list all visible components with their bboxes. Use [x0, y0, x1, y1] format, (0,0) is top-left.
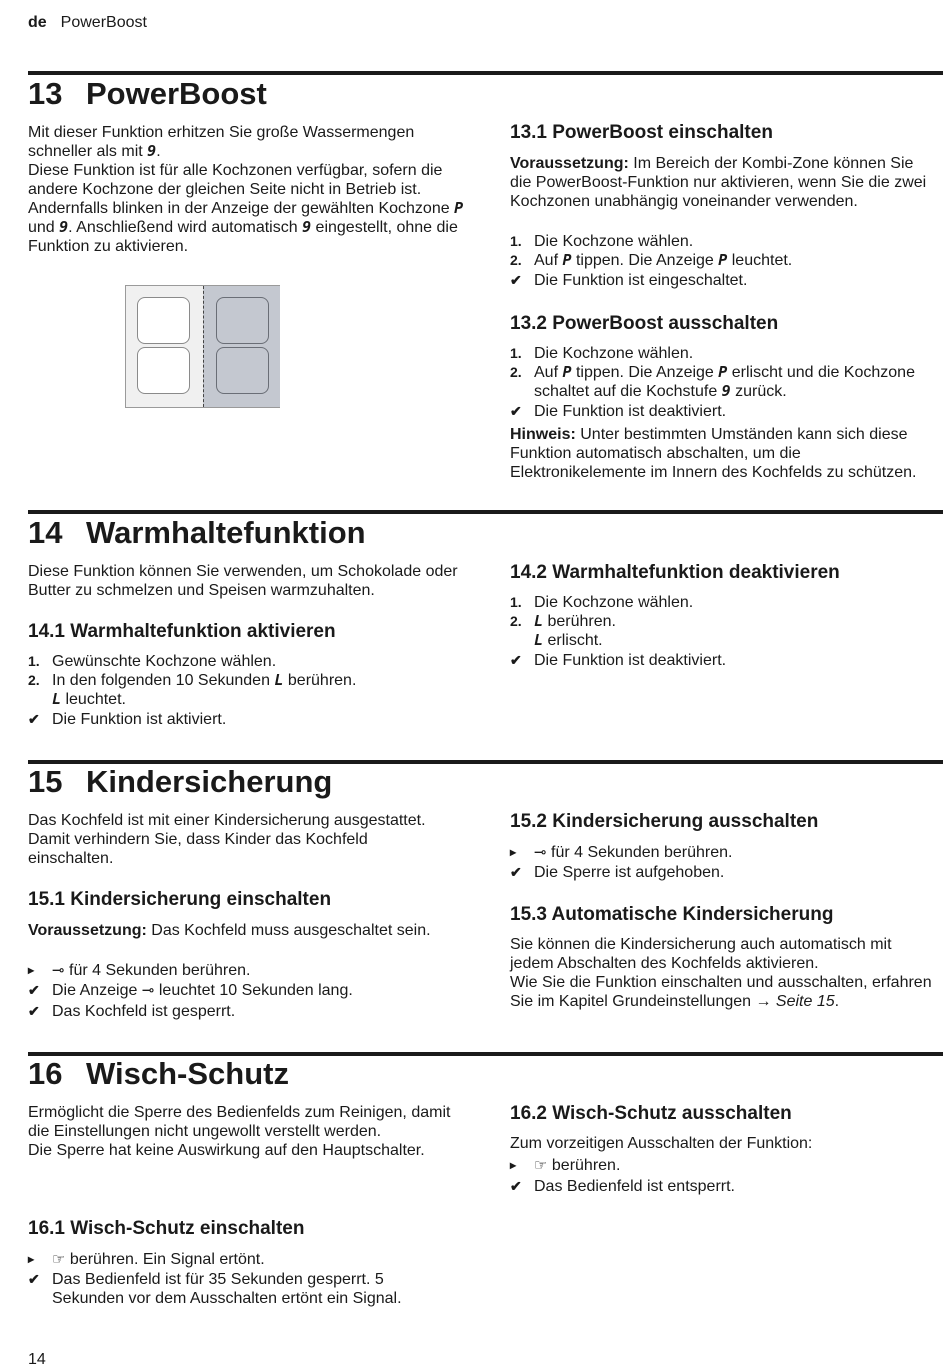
s13-intro-p3: Andernfalls blinken in der Anzeige der gewählten Kochzone P und 9. Anschließend wird automatisch 9 eingestellt, ohne die Funktion zu aktivieren.: [28, 199, 464, 255]
header-title: PowerBoost: [60, 14, 147, 31]
s15-intro: Das Kochfeld ist mit einer Kindersicherung ausgestattet. Damit verhindern Sie, dass Kinder das Kochfeld einschalten.: [28, 812, 426, 867]
section-15-heading: 15 Kindersicherung: [28, 764, 333, 799]
s15-3-text: Sie können die Kindersicherung auch automatisch mit jedem Abschalten des Kochfelds aktivieren. Wie Sie die Funktion einschalten und ausschalten, erfahren Sie im Kapitel Grundeinstellungen → Seite 15.: [510, 936, 932, 1010]
s16-2-text: Zum vorzeitigen Ausschalten der Funktion:: [510, 1135, 813, 1152]
key-lock-icon: ⊸: [141, 981, 155, 999]
list-item: 2. In den folgenden 10 Sekunden L berühren.: [28, 671, 357, 689]
section-15-1-heading: 15.1 Kindersicherung einschalten: [28, 889, 332, 910]
page-number: 14: [28, 1351, 46, 1368]
key-lock-icon: ⊸: [534, 843, 547, 861]
list-item: 1. Die Kochzone wählen.: [510, 233, 694, 250]
list-item: 2. Auf P tippen. Die Anzeige P erlischt und die Kochzone schaltet auf die Kochstufe 9 zurück.: [510, 363, 915, 400]
s13-intro-p2: Diese Funktion ist für alle Kochzonen verfügbar, sofern die andere Kochzone der gleichen Seite nicht in Betrieb ist.: [28, 162, 443, 198]
section-rule: [28, 510, 943, 514]
list-item-result: ✔ Die Sperre ist aufgehoben.: [510, 864, 725, 881]
cooktop-left-side: [126, 286, 203, 407]
s15-1-prerequisite: Voraussetzung: Das Kochfeld muss ausgeschaltet sein.: [28, 922, 431, 939]
section-13-1-heading: 13.1 PowerBoost einschalten: [510, 122, 773, 143]
list-item-result: ✔ Die Anzeige ⊸ leuchtet 10 Sekunden lang.: [28, 981, 353, 999]
s13-2-note: Hinweis: Unter bestimmten Umständen kann sich diese Funktion automatisch abschalten, um die Elektronikelemente im Innern des Kochfelds zu schützen.: [510, 426, 917, 481]
running-header: [28, 13, 147, 33]
list-item-action: ▸ ⊸ für 4 Sekunden berühren.: [510, 843, 733, 861]
section-14-2-heading: 14.2 Warmhaltefunktion deaktivieren: [510, 562, 840, 583]
list-item: L erlischt.: [534, 631, 603, 649]
section-14-1-heading: 14.1 Warmhaltefunktion aktivieren: [28, 621, 336, 642]
s13-intro: [28, 123, 468, 256]
list-item-result: ✔ Die Funktion ist deaktiviert.: [510, 403, 727, 420]
section-15-2-heading: 15.2 Kindersicherung ausschalten: [510, 811, 819, 832]
section-13-2-heading: 13.2 PowerBoost ausschalten: [510, 313, 779, 334]
list-item-action: ▸ ⊸ für 4 Sekunden berühren.: [28, 961, 251, 979]
list-item-result: ✔ Das Bedienfeld ist für 35 Sekunden gesperrt. 5 Sekunden vor dem Ausschalten ertönt ein Signal.: [28, 1271, 402, 1307]
s16-intro: Ermöglicht die Sperre des Bedienfelds zum Reinigen, damit die Einstellungen nicht ungewollt verstellt werden. Die Sperre hat keine Auswirkung auf den Hauptschalter.: [28, 1104, 451, 1159]
s13-1-prerequisite: Voraussetzung: Im Bereich der Kombi-Zone können Sie die PowerBoost-Funktion nur aktivieren, wenn Sie die zwei Kochzonen unabhängig voneinander verwenden.: [510, 155, 927, 210]
list-item-action: ▸ ☞ berühren. Ein Signal ertönt.: [28, 1250, 265, 1268]
section-16-2-heading: 16.2 Wisch-Schutz ausschalten: [510, 1103, 792, 1124]
section-16-1-heading: 16.1 Wisch-Schutz einschalten: [28, 1218, 305, 1239]
list-item: 1. Gewünschte Kochzone wählen.: [28, 653, 277, 670]
cooking-zone: [216, 347, 269, 394]
key-lock-icon: ⊸: [52, 961, 65, 979]
list-item-result: ✔ Die Funktion ist deaktiviert.: [510, 652, 727, 669]
list-item: 2. Auf P tippen. Die Anzeige P leuchtet.: [510, 251, 793, 269]
language-code: de: [28, 14, 47, 31]
cooktop-right-side-highlighted: [203, 286, 280, 407]
list-item-result: ✔ Die Funktion ist eingeschaltet.: [510, 272, 748, 289]
section-13-heading: 13 PowerBoost: [28, 76, 267, 111]
section-15-3-heading: 15.3 Automatische Kindersicherung: [510, 904, 834, 925]
list-item: 1. Die Kochzone wählen.: [510, 594, 694, 611]
list-item: 2. L berühren.: [510, 612, 616, 630]
list-item: 1. Die Kochzone wählen.: [510, 345, 694, 362]
section-rule: [28, 71, 943, 75]
cooking-zone: [216, 297, 269, 344]
list-item-result: ✔ Die Funktion ist aktiviert.: [28, 711, 227, 728]
cooking-zone: [137, 297, 190, 344]
s14-intro: Diese Funktion können Sie verwenden, um Schokolade oder Butter zu schmelzen und Speisen warmzuhalten.: [28, 563, 458, 599]
list-item-result: ✔ Das Bedienfeld ist entsperrt.: [510, 1178, 735, 1195]
wipe-protection-hand-icon: ☞: [534, 1156, 548, 1174]
cooktop-zones-diagram: [125, 285, 280, 408]
list-item-result: ✔ Das Kochfeld ist gesperrt.: [28, 1003, 236, 1020]
wipe-protection-hand-icon: ☞: [52, 1250, 66, 1268]
cooking-zone: [137, 347, 190, 394]
page-reference-link[interactable]: → Seite 15: [755, 993, 835, 1010]
section-14-heading: 14 Warmhaltefunktion: [28, 515, 366, 550]
list-item: L leuchtet.: [52, 690, 126, 708]
list-item-action: ▸ ☞ berühren.: [510, 1156, 621, 1174]
section-16-heading: 16 Wisch-Schutz: [28, 1056, 289, 1091]
s13-intro-p1: Mit dieser Funktion erhitzen Sie große Wassermengen schneller als mit 9.: [28, 124, 415, 160]
